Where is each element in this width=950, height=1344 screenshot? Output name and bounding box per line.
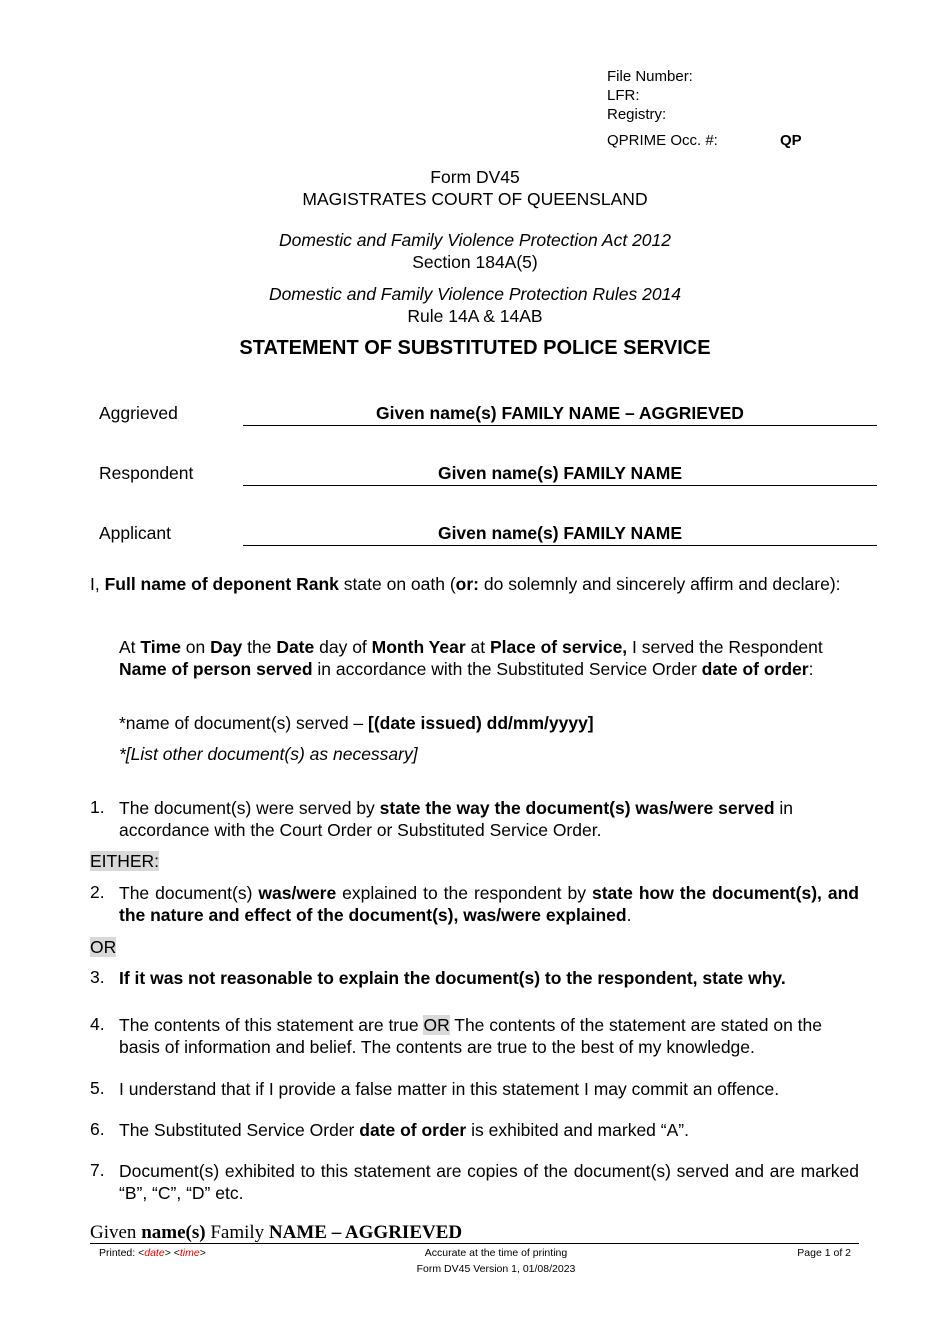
act-section: Section 184A(5) (412, 252, 538, 272)
court-name: MAGISTRATES COURT OF QUEENSLAND (302, 189, 648, 209)
rules-block (0, 283, 950, 327)
party-value-respondent: Given name(s) FAMILY NAME (243, 463, 877, 486)
rules-name: Domestic and Family Violence Protection Rules 2014 (268, 284, 682, 304)
oath-paragraph: I, Full name of deponent Rank state on oath (or: do solemnly and sincerely affirm and declare): (90, 574, 841, 594)
footer-divider (90, 1243, 859, 1244)
item-number-4: 4. (90, 1014, 105, 1034)
document-served-line: *name of document(s) served – [(date issued) dd/mm/yyyy] (119, 713, 594, 733)
item-1: The document(s) were served by state the way the document(s) was/were served in accordance with the Court Order or Substituted Service Order. (119, 798, 794, 840)
item-7: Document(s) exhibited to this statement are copies of the document(s) served and are marked “B”, “C”, “D” etc. (119, 1161, 859, 1203)
item-number-7: 7. (90, 1160, 105, 1180)
footer-printed: Printed: <date> <time> (99, 1247, 206, 1259)
party-value-aggrieved: Given name(s) FAMILY NAME – AGGRIEVED (243, 403, 877, 426)
item-2: The document(s) was/were explained to the respondent by state how the document(s), and the nature and effect of the document(s), was/were explained. (119, 883, 859, 925)
footer-version: Form DV45 Version 1, 01/08/2023 (416, 1263, 576, 1275)
item-4: The contents of this statement are true OR The contents of the statement are stated on the basis of information and belief. The contents are true to the best of my knowledge. (119, 1015, 822, 1057)
printed-time-field: time (179, 1247, 200, 1259)
form-number: Form DV45 (430, 167, 520, 187)
qprime-label: QPRIME Occ. #: (607, 132, 718, 149)
item-number-3: 3. (90, 967, 105, 987)
file-number-label: File Number: (607, 68, 693, 85)
footer-page-number: Page 1 of 2 (797, 1247, 851, 1259)
registry-label: Registry: (607, 106, 667, 123)
party-label-respondent: Respondent (99, 463, 194, 483)
lfr-label: LFR: (607, 87, 640, 104)
act-block (0, 229, 950, 273)
act-name: Domestic and Family Violence Protection Act 2012 (279, 230, 671, 250)
qprime-row (607, 132, 847, 149)
or-label: OR (90, 937, 117, 957)
item-5: I understand that if I provide a false matter in this statement I may commit an offence. (119, 1079, 780, 1099)
item-3: If it was not reasonable to explain the document(s) to the respondent, state why. (119, 968, 786, 988)
printed-date-field: date (144, 1247, 165, 1259)
service-paragraph: At Time on Day the Date day of Month Year at Place of service, I served the Respondent Name of person served in accordance with the Substituted Service Order date of order: (119, 637, 823, 679)
rule-number: Rule 14A & 14AB (407, 306, 543, 326)
footer-accurate: Accurate at the time of printing (424, 1247, 568, 1259)
list-other-documents: *[List other document(s) as necessary] (119, 744, 418, 764)
party-label-applicant: Applicant (99, 523, 171, 543)
item-number-5: 5. (90, 1078, 105, 1098)
form-heading (0, 166, 950, 210)
footer-party-name: Given name(s) Family NAME – AGGRIEVED (90, 1222, 463, 1243)
qprime-value: QP (780, 132, 802, 149)
file-info-block (607, 67, 693, 124)
item-6: The Substituted Service Order date of order is exhibited and marked “A”. (119, 1120, 689, 1140)
item-number-2: 2. (90, 882, 105, 902)
either-label: EITHER: (90, 851, 160, 871)
party-value-applicant: Given name(s) FAMILY NAME (243, 523, 877, 546)
page-title: STATEMENT OF SUBSTITUTED POLICE SERVICE (239, 337, 711, 359)
party-label-aggrieved: Aggrieved (99, 403, 178, 423)
item-number-1: 1. (90, 797, 105, 817)
item-number-6: 6. (90, 1119, 105, 1139)
